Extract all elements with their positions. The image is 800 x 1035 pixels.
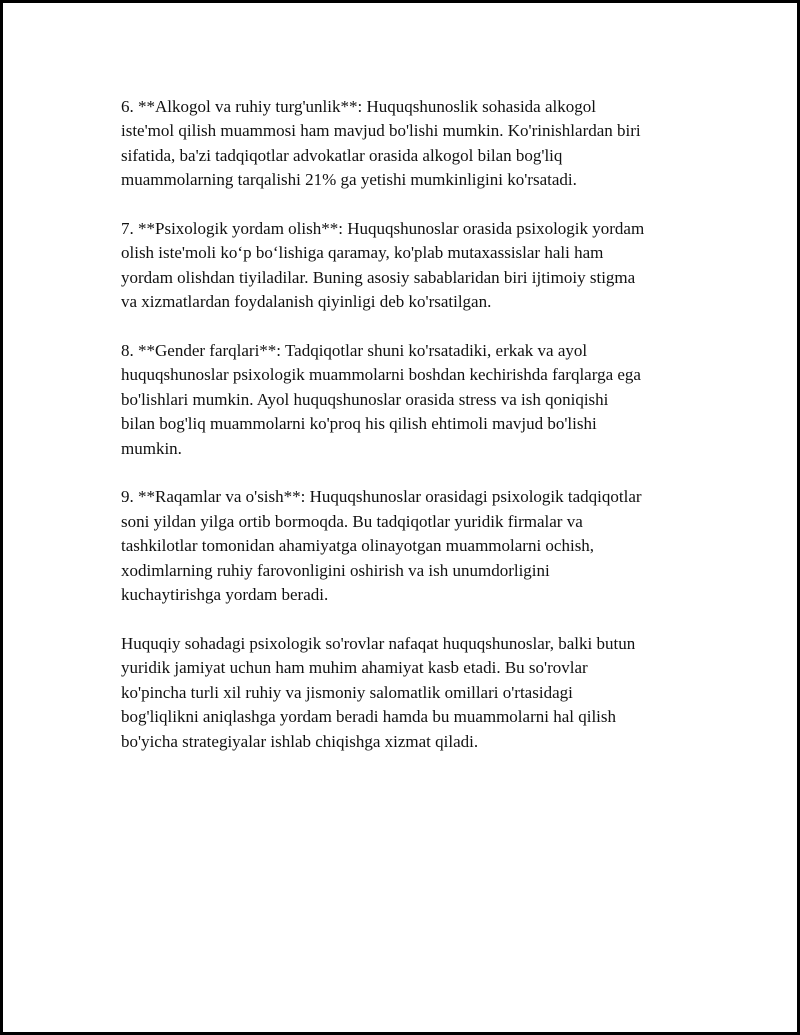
paragraph-psixologik-yordam [121, 217, 711, 315]
text-line: ko'pincha turli xil ruhiy va jismoniy salomatlik omillari o'rtasidagi [121, 682, 573, 702]
text-line: xodimlarning ruhiy farovonligini oshirish va ish unumdorligini [121, 560, 550, 580]
text-line: olish iste'moli ko‘p bo‘lishiga qaramay, ko'plab mutaxassislar hali ham [121, 243, 604, 263]
paragraph-raqamlar [121, 485, 711, 607]
text-line: tashkilotlar tomonidan ahamiyatga olinayotgan muammolarni ochish, [121, 536, 595, 556]
paragraph-xulosa [121, 632, 711, 754]
text-line: kuchaytirishga yordam beradi. [121, 585, 329, 605]
text-line: bo'lishlari mumkin. Ayol huquqshunoslar orasida stress va ish qoniqishi [121, 389, 609, 409]
text-line: bilan bog'liq muammolarni ko'proq his qilish ehtimoli mavjud bo'lishi [121, 414, 597, 434]
text-line: va xizmatlardan foydalanish qiyinligi deb ko'rsatilgan. [121, 292, 492, 312]
text-line: muammolarning tarqalishi 21% ga yetishi mumkinligini ko'rsatadi. [121, 170, 577, 190]
text-line: 7. **Psixologik yordam olish**: Huquqshunoslar orasida psixologik yordam [121, 219, 645, 239]
document-body [121, 95, 711, 778]
text-line: mumkin. [121, 438, 182, 458]
paragraph-gender [121, 339, 711, 461]
text-line: 9. **Raqamlar va o'sish**: Huquqshunoslar orasidagi psixologik tadqiqotlar [121, 487, 642, 507]
text-line: sifatida, ba'zi tadqiqotlar advokatlar orasida alkogol bilan bog'liq [121, 145, 563, 165]
text-line: soni yildan yilga ortib bormoqda. Bu tadqiqotlar yuridik firmalar va [121, 511, 583, 531]
text-line: bog'liqlikni aniqlashga yordam beradi hamda bu muammolarni hal qilish [121, 707, 617, 727]
text-line: bo'yicha strategiyalar ishlab chiqishga xizmat qiladi. [121, 731, 479, 751]
paragraph-alkogol [121, 95, 711, 193]
text-line: yuridik jamiyat uchun ham muhim ahamiyat kasb etadi. Bu so'rovlar [121, 658, 588, 678]
text-line: 8. **Gender farqlari**: Tadqiqotlar shuni ko'rsatadiki, erkak va ayol [121, 341, 588, 361]
text-line: 6. **Alkogol va ruhiy turg'unlik**: Huquqshunoslik sohasida alkogol [121, 97, 596, 116]
text-line: Huquqiy sohadagi psixologik so'rovlar nafaqat huquqshunoslar, balki butun [121, 633, 636, 653]
text-line: iste'mol qilish muammosi ham mavjud bo'lishi mumkin. Ko'rinishlardan biri [121, 121, 641, 141]
text-line: yordam olishdan tiyiladilar. Buning asosiy sabablaridan biri ijtimoiy stigma [121, 267, 636, 287]
text-line: huquqshunoslar psixologik muammolarni boshdan kechirishda farqlarga ega [121, 365, 641, 385]
